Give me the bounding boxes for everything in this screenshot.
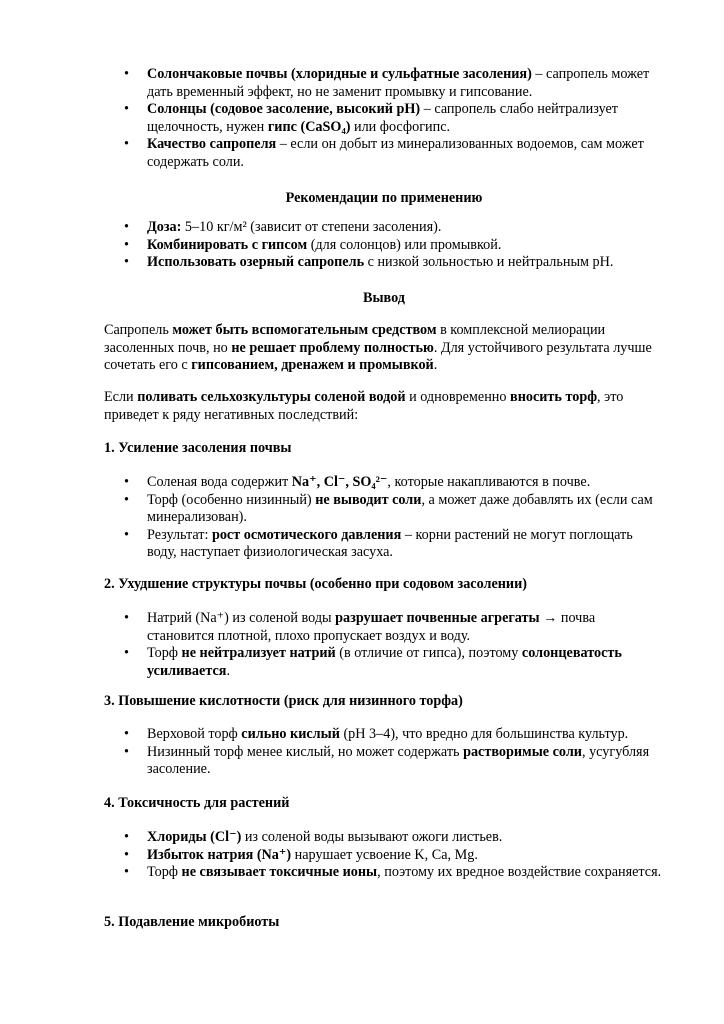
list-item xyxy=(104,726,664,744)
text-run: (для солонцов) или промывкой. xyxy=(307,236,502,253)
bullet-icon: • xyxy=(124,645,129,661)
bold-text: вносить торф xyxy=(510,389,598,405)
section-title-3: 3. Повышение кислотности (риск для низинного торфа) xyxy=(104,693,463,709)
text-run: Сапропель xyxy=(104,322,173,338)
text-run: нарушает усвоение K, Ca, Mg. xyxy=(291,846,478,863)
text-run: → почва становится плотной, плохо пропускает воздух и воду. xyxy=(147,610,596,644)
bold-text: рост осмотического давления xyxy=(211,526,402,543)
text-run: в комплексной мелиорации засоленных почв, но xyxy=(104,322,606,356)
bullet-icon: • xyxy=(124,474,129,490)
section-title-1: 1. Усиление засоления почвы xyxy=(104,440,292,456)
text-run: с низкой зольностью и нейтральным pH. xyxy=(364,254,614,270)
bold-text: растворимые соли xyxy=(463,743,582,760)
bullet-icon: • xyxy=(124,219,129,235)
section-title-2: 2. Ухудшение структуры почвы (особенно при содовом засолении) xyxy=(104,576,528,592)
bold-text: солонцеватость усиливается xyxy=(147,645,622,679)
text-run: , которые накапливаются в почве. xyxy=(387,474,591,490)
intro-paragraph xyxy=(104,389,664,424)
list-item xyxy=(104,864,664,882)
text-run: Торф xyxy=(147,645,182,661)
bullet-icon: • xyxy=(124,610,129,626)
bold-text: Избыток натрия (Na⁺) xyxy=(147,846,292,863)
section-title-5: 5. Подавление микробиоты xyxy=(104,914,280,930)
bold-text: гипсованием, дренажем и промывкой xyxy=(191,357,434,373)
text-run: или фосфогипс. xyxy=(350,118,451,135)
text-run: , это приведет к ряду негативных последствий: xyxy=(104,389,624,423)
list-item xyxy=(104,847,664,865)
text-run: – сапропель слабо нейтрализует щелочность, нужен xyxy=(147,101,618,135)
bold-text: не решает проблему полностью xyxy=(231,339,434,356)
bold-text: Доза: xyxy=(147,219,182,235)
list-item xyxy=(104,66,664,101)
bullet-icon: • xyxy=(124,236,129,253)
text-run: , усугубляя засоление. xyxy=(147,743,650,777)
bold-text: Качество сапропеля xyxy=(147,136,277,152)
bullet-icon: • xyxy=(124,136,129,152)
list-item xyxy=(104,254,664,272)
text-run: . xyxy=(226,662,230,679)
bold-text: Na⁺, Cl⁻, SO₄²⁻ xyxy=(291,474,388,490)
section-3-list xyxy=(104,726,664,779)
text-run: Результат: xyxy=(147,526,212,543)
bullet-icon: • xyxy=(124,66,129,82)
text-run: (pH 3–4), что вредно для большинства культур. xyxy=(339,726,629,742)
text-run: (в отличие от гипса), поэтому xyxy=(335,645,522,661)
text-run: Торф (особенно низинный) xyxy=(147,491,316,508)
text-run: из соленой воды вызывают ожоги листьев. xyxy=(241,829,503,845)
conclusion-paragraph xyxy=(104,322,664,375)
section-title-4: 4. Токсичность для растений xyxy=(104,795,290,811)
heading-recommendations: Рекомендации по применению xyxy=(285,190,483,206)
bullet-icon: • xyxy=(124,864,129,880)
bullet-icon: • xyxy=(124,254,129,270)
list-item xyxy=(104,645,664,680)
text-run: , а может даже добавлять их (если сам минерализован). xyxy=(147,491,653,525)
bold-text: Комбинировать с гипсом xyxy=(147,236,308,253)
bullet-icon: • xyxy=(124,491,129,508)
bullet-icon: • xyxy=(124,829,129,845)
text-run: – корни растений не могут поглощать воду, наступает физиологическая засуха. xyxy=(147,526,633,560)
bold-text: может быть вспомогательным средством xyxy=(172,322,437,338)
section-4-list xyxy=(104,829,664,882)
bold-text: Солонцы (содовое засоление, высокий pH) xyxy=(147,101,421,117)
text-run: Торф xyxy=(147,864,182,880)
recommendations-list xyxy=(104,219,664,272)
bold-text: не выводит соли xyxy=(315,491,422,508)
text-run: , поэтому их вредное воздействие сохраняется. xyxy=(377,864,662,880)
bold-text: разрушает почвенные агрегаты xyxy=(335,610,540,626)
bold-text: Использовать озерный сапропель xyxy=(147,254,365,270)
text-run: . Для устойчивого результата лучше сочетать его с xyxy=(104,339,652,373)
text-run: и одновременно xyxy=(405,389,511,405)
soil-types-list xyxy=(104,66,664,171)
list-item xyxy=(104,492,664,527)
text-run: . xyxy=(433,357,438,373)
section-2-list xyxy=(104,610,664,680)
bold-text: сильно кислый xyxy=(241,726,340,742)
bold-text: не нейтрализует натрий xyxy=(181,645,336,661)
list-item xyxy=(104,744,664,779)
list-item xyxy=(104,101,664,136)
bullet-icon: • xyxy=(124,101,129,117)
text-run: Натрий (Na⁺) из соленой воды xyxy=(147,610,336,626)
list-item xyxy=(104,610,664,645)
bold-text: поливать сельхозкультуры соленой водой xyxy=(137,389,406,405)
text-run: Верховой торф xyxy=(147,726,242,742)
bold-text: Солончаковые почвы (хлоридные и сульфатные засоления) xyxy=(147,66,532,82)
text-run: Если xyxy=(104,389,138,405)
bullet-icon: • xyxy=(124,846,129,863)
bold-text: гипс (CaSO₄) xyxy=(267,118,351,135)
text-run: Низинный торф менее кислый, но может содержать xyxy=(147,743,464,760)
text-run: – если он добыт из минерализованных водоемов, сам может содержать соли. xyxy=(147,136,644,170)
bullet-icon: • xyxy=(124,743,129,760)
section-1-list xyxy=(104,474,664,562)
bold-text: не связывает токсичные ионы xyxy=(181,864,378,880)
list-item xyxy=(104,474,664,492)
heading-conclusion: Вывод xyxy=(363,290,405,306)
list-item xyxy=(104,237,664,255)
text-run: 5–10 кг/м² (зависит от степени засоления). xyxy=(181,219,442,235)
list-item xyxy=(104,136,664,171)
bullet-icon: • xyxy=(124,526,129,543)
text-run: Соленая вода содержит xyxy=(147,474,292,490)
bold-text: Хлориды (Cl⁻) xyxy=(147,829,242,845)
list-item xyxy=(104,527,664,562)
list-item xyxy=(104,219,664,237)
text-run: – сапропель может дать временный эффект, но не заменит промывку и гипсование. xyxy=(147,66,650,100)
bullet-icon: • xyxy=(124,726,129,742)
list-item xyxy=(104,829,664,847)
